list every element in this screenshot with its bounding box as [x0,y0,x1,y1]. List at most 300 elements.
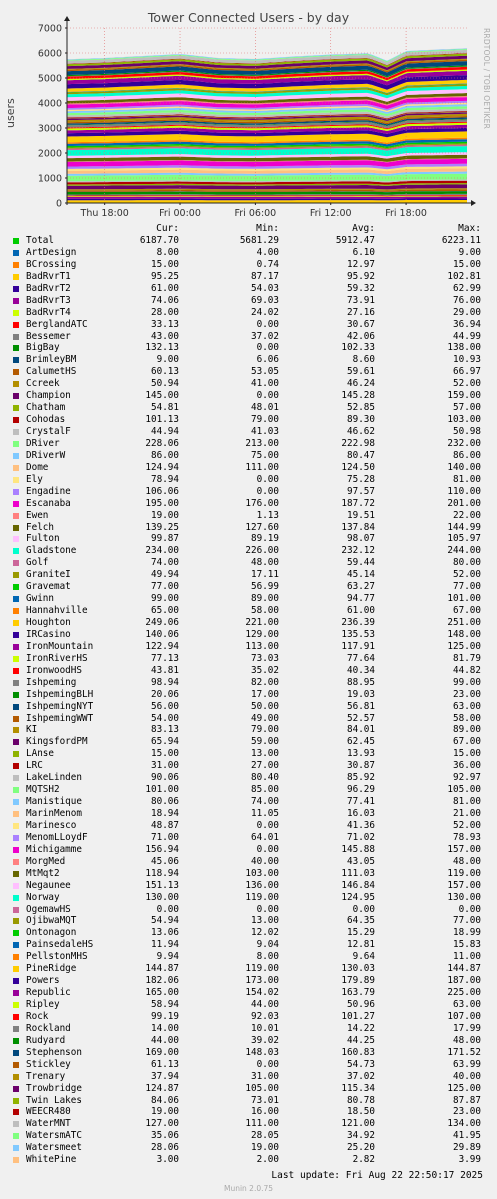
legend-swatch [13,334,19,340]
legend-row-ircasino [12,629,484,641]
legend-cur: 249.06 [145,617,179,628]
legend-name: KI [26,724,38,736]
legend-swatch [13,274,19,280]
legend-row-powers [12,975,484,987]
legend-name: MQTSH2 [26,784,60,796]
legend-row-republic [12,987,484,999]
legend-avg: 97.57 [347,485,375,497]
legend-cur: 61.13 [151,1058,179,1070]
legend-name: Trenary [26,1070,66,1082]
legend-max: 18.99 [453,927,481,939]
legend-swatch [13,465,19,471]
legend-swatch [13,429,19,435]
legend-max: 157.00 [447,843,481,855]
legend-row-ishpeming [12,677,484,689]
legend-row-manistique [12,796,484,808]
legend-name: PellstonMHS [26,951,88,963]
legend-name: WaterMNT [26,1118,71,1130]
legend-row-berglandatc [12,319,484,331]
legend-row-weecr480 [12,1106,484,1118]
munin-version: Munin 2.0.75 [223,1184,274,1193]
legend-min: 53.05 [251,366,279,378]
legend-name: PineRidge [26,963,77,975]
legend-avg: 222.98 [341,437,375,449]
legend-min: 0.00 [256,390,279,402]
legend-cur: 54.94 [151,915,179,927]
legend-cur: 151.13 [145,879,179,891]
legend-swatch [13,298,19,304]
legend-row-watermnt [12,1118,484,1130]
legend-swatch [13,453,19,459]
legend-max: 36.94 [453,318,481,330]
legend-max: 22.00 [453,509,481,521]
legend-swatch [13,1133,19,1139]
legend-min: 37.02 [251,330,279,342]
legend-name: MtMqt2 [26,867,60,879]
legend-cur: 106.06 [145,485,179,497]
legend-max: 171.52 [447,1046,481,1058]
legend-min: 11.05 [251,808,279,819]
legend-max: 40.00 [453,1070,481,1082]
legend-min: 129.00 [245,628,279,640]
legend-cur: 8.00 [156,246,179,258]
x-tick-label: Fri 18:00 [385,208,427,219]
legend-cur: 234.00 [145,545,179,557]
legend-name: BigBay [26,342,60,354]
legend-avg: 14.22 [347,1022,375,1034]
legend-swatch [13,525,19,531]
legend-cur: 45.06 [151,855,179,867]
legend-max: 23.00 [453,688,481,700]
legend-avg: 130.03 [341,963,375,975]
legend-min: 0.00 [256,485,279,497]
legend-name: Twin Lakes [26,1094,82,1106]
legend-min: 58.00 [251,605,279,617]
legend-swatch [13,990,19,996]
legend-swatch [13,1145,19,1151]
legend-avg: 19.03 [347,688,375,700]
legend-cur: 101.00 [145,784,179,796]
legend-swatch [13,823,19,829]
legend-max: 157.00 [447,879,481,891]
legend-max: 110.00 [447,485,481,497]
legend-row-lanse [12,748,484,760]
legend-name: Rudyard [26,1034,66,1046]
legend-swatch [13,835,19,841]
legend-name: BerglandATC [26,318,88,330]
legend-swatch [13,883,19,889]
legend-avg: 84.01 [347,724,375,736]
legend-max: 78.93 [453,831,481,843]
legend-max: 50.98 [453,426,481,437]
legend-row-driver [12,438,484,450]
legend-avg: 179.89 [341,975,375,987]
legend-cur: 31.00 [151,760,179,772]
legend-max: 101.00 [447,593,481,605]
legend-max: 57.00 [453,402,481,414]
legend-row-trowbridge [12,1083,484,1095]
legend-min: 73.01 [251,1094,279,1106]
legend-name: IshpemingNYT [26,700,94,712]
legend-max: 52.00 [453,819,481,831]
legend-swatch [13,692,19,698]
legend-row-ewen [12,510,484,522]
legend-cur: 44.00 [151,1034,179,1046]
legend-name: Champion [26,390,71,402]
legend-row-houghton [12,617,484,629]
legend-row-kingsfordpm [12,736,484,748]
legend-max: 15.83 [453,939,481,951]
area-badrvrt1 [67,200,467,203]
legend-min: 0.00 [256,1058,279,1070]
legend-row-ishpemingnyt [12,701,484,713]
legend-cur: 127.00 [145,1118,179,1130]
legend-swatch [13,441,19,447]
legend-max: 232.00 [447,437,481,449]
legend-name: Ontonagon [26,927,77,939]
legend-name: Dome [26,461,49,473]
series-areas [67,48,467,203]
legend-min: 0.00 [256,342,279,354]
legend-row-lrc [12,760,484,772]
y-tick-label: 5000 [37,73,62,85]
legend-row-rock [12,1011,484,1023]
chart-title: Tower Connected Users - by day [147,10,350,25]
y-axis-label: users [4,98,17,128]
legend-row-felch [12,522,484,534]
legend-name: MarinMenom [26,808,82,819]
legend-min: 0.00 [256,819,279,831]
legend-swatch [13,644,19,650]
legend-cur: 195.00 [145,497,179,509]
legend-row-trenary [12,1071,484,1083]
legend-swatch [13,322,19,328]
legend-cur: 124.87 [145,1082,179,1094]
legend-cur: 71.00 [151,831,179,843]
legend-row-ironriverhs [12,653,484,665]
legend-name: OjibwaMQT [26,915,77,927]
legend-row-ely [12,474,484,486]
legend-row-ishpemingblh [12,689,484,701]
legend-row-bigbay [12,342,484,354]
legend-max: 125.00 [447,640,481,652]
legend-min: 119.00 [245,963,279,975]
legend-avg: 43.05 [347,855,375,867]
legend-max: 244.00 [447,545,481,557]
legend-name: PainsedaleHS [26,939,94,951]
legend-swatch [13,262,19,268]
legend-name: BadRvrT1 [26,270,71,282]
legend-min: 113.00 [245,640,279,652]
legend-min: 79.00 [251,414,279,426]
legend-avg: 61.00 [347,605,375,617]
legend [12,223,484,1166]
legend-max: 102.81 [447,270,481,282]
legend-swatch [13,1050,19,1056]
legend-max: 107.00 [447,1010,481,1022]
legend-min: 64.01 [251,831,279,843]
legend-min: 87.17 [251,270,279,282]
legend-cur: 77.00 [151,581,179,593]
legend-max: 9.00 [458,246,481,258]
legend-min: 136.00 [245,879,279,891]
y-tick-label: 0 [55,198,62,210]
legend-cur: 90.06 [151,772,179,784]
legend-max: 99.00 [453,676,481,688]
legend-max: 41.95 [453,1130,481,1142]
legend-min: 213.00 [245,437,279,449]
legend-row-badrvrt2 [12,283,484,295]
legend-avg: 34.92 [347,1130,375,1142]
legend-cur: 43.81 [151,664,179,676]
legend-avg: 89.30 [347,414,375,426]
legend-swatch [13,489,19,495]
legend-swatch [13,393,19,399]
legend-name: WEECR480 [26,1106,71,1118]
legend-max: 67.00 [453,605,481,617]
legend-row-mqtsh2 [12,784,484,796]
legend-name: Escanaba [26,497,71,509]
legend-max: 77.00 [453,581,481,593]
legend-swatch [13,895,19,901]
legend-swatch [13,942,19,948]
legend-cur: 15.00 [151,748,179,760]
legend-avg: 73.91 [347,294,375,306]
legend-cur: 65.94 [151,736,179,748]
legend-name: GraniteI [26,569,71,581]
legend-name: IronwoodHS [26,664,82,676]
legend-header [12,223,484,235]
legend-row-badrvrt1 [12,271,484,283]
legend-avg: 121.00 [341,1118,375,1130]
legend-min: 40.00 [251,855,279,867]
legend-avg: 145.88 [341,843,375,855]
legend-min: 173.00 [245,975,279,987]
legend-swatch [13,1062,19,1068]
legend-cur: 9.00 [156,354,179,366]
legend-name: IshpemingWWT [26,712,94,724]
legend-cur: 83.13 [151,724,179,736]
legend-row-menomlloydf [12,832,484,844]
legend-swatch [13,620,19,626]
legend-min: 0.74 [256,258,279,270]
legend-cur: 145.00 [145,390,179,402]
legend-row-badrvrt4 [12,307,484,319]
legend-min: 27.00 [251,760,279,772]
legend-min: 154.02 [245,987,279,999]
legend-name: Ishpeming [26,676,77,688]
legend-row-champion [12,390,484,402]
legend-cur: 182.06 [145,975,179,987]
legend-cur: 61.00 [151,282,179,294]
legend-name: Total [26,235,54,246]
legend-avg: 40.34 [347,664,375,676]
legend-swatch [13,1014,19,1020]
legend-avg: 19.51 [347,509,375,521]
legend-row-hannahville [12,605,484,617]
legend-swatch [13,1002,19,1008]
legend-swatch [13,907,19,913]
legend-name: LakeLinden [26,772,82,784]
legend-row-ogemawhs [12,904,484,916]
legend-row-escanaba [12,498,484,510]
legend-row-ironmountain [12,641,484,653]
legend-swatch [13,668,19,674]
legend-max: 52.00 [453,378,481,390]
legend-swatch [13,656,19,662]
legend-max: 44.82 [453,664,481,676]
legend-swatch [13,608,19,614]
legend-cur: 44.94 [151,426,179,437]
legend-swatch [13,632,19,638]
legend-min: 111.00 [245,461,279,473]
legend-name: Watersmeet [26,1142,82,1154]
legend-avg: 77.64 [347,652,375,664]
col-min: Min: [256,223,279,234]
legend-cur: 140.06 [145,628,179,640]
legend-cur: 228.06 [145,437,179,449]
legend-max: 11.00 [453,951,481,963]
legend-row-michigamme [12,844,484,856]
legend-swatch [13,596,19,602]
legend-cur: 13.06 [151,927,179,939]
legend-swatch [13,930,19,936]
legend-swatch [13,584,19,590]
legend-name: Republic [26,987,71,999]
legend-cur: 98.94 [151,676,179,688]
legend-cur: 65.00 [151,605,179,617]
legend-cur: 84.06 [151,1094,179,1106]
legend-cur: 78.94 [151,473,179,485]
legend-row-chatham [12,402,484,414]
legend-name: MorgMed [26,855,66,867]
legend-avg: 115.34 [341,1082,375,1094]
legend-row-watersmatc [12,1130,484,1142]
y-tick-label: 4000 [37,98,62,110]
legend-name: Ccreek [26,378,60,390]
legend-name: IshpemingBLH [26,688,94,700]
legend-name: CalumetHS [26,366,77,378]
legend-avg: 16.03 [347,808,375,819]
legend-avg: 56.81 [347,700,375,712]
legend-max: 48.00 [453,855,481,867]
legend-row-engadine [12,486,484,498]
legend-swatch [13,1098,19,1104]
legend-swatch [13,859,19,865]
legend-cur: 49.94 [151,569,179,581]
legend-min: 48.00 [251,557,279,569]
legend-max: 92.97 [453,772,481,784]
legend-avg: 75.28 [347,473,375,485]
legend-max: 63.99 [453,1058,481,1070]
legend-max: 86.00 [453,449,481,461]
legend-min: 111.00 [245,1118,279,1130]
legend-name: DRiver [26,437,60,449]
legend-min: 0.00 [256,318,279,330]
legend-min: 28.05 [251,1130,279,1142]
col-avg: Avg: [352,223,375,234]
legend-cur: 144.87 [145,963,179,975]
y-tick-label: 3000 [37,123,62,135]
legend-swatch [13,1026,19,1032]
legend-row-gladstone [12,545,484,557]
legend-cur: 156.94 [145,843,179,855]
legend-name: Rockland [26,1022,71,1034]
legend-avg: 8.60 [352,354,375,366]
legend-min: 176.00 [245,497,279,509]
legend-name: LRC [26,760,43,772]
legend-swatch [13,250,19,256]
legend-avg: 42.06 [347,330,375,342]
legend-avg: 88.95 [347,676,375,688]
legend-min: 0.00 [256,843,279,855]
legend-name: Rock [26,1010,49,1022]
legend-max: 10.93 [453,354,481,366]
legend-row-brimleybm [12,354,484,366]
legend-cur: 86.00 [151,449,179,461]
legend-name: IronMountain [26,640,94,652]
legend-name: BadRvrT2 [26,282,71,294]
legend-swatch [13,345,19,351]
legend-avg: 59.61 [347,366,375,378]
legend-row-driverw [12,450,484,462]
legend-name: ArtDesign [26,246,77,258]
legend-avg: 59.44 [347,557,375,569]
legend-row-dome [12,462,484,474]
legend-name: Hannahville [26,605,88,617]
legend-max: 62.99 [453,282,481,294]
legend-row-ishpemingwwt [12,713,484,725]
legend-avg: 64.35 [347,915,375,927]
legend-name: MenomLLoydF [26,831,88,843]
legend-cur: 20.06 [151,688,179,700]
legend-max: 36.00 [453,760,481,772]
legend-avg: 62.45 [347,736,375,748]
legend-max: 77.00 [453,915,481,927]
legend-max: 119.00 [447,867,481,879]
legend-avg: 232.12 [341,545,375,557]
legend-min: 41.00 [251,378,279,390]
legend-name: Powers [26,975,60,987]
legend-max: 201.00 [447,497,481,509]
legend-avg: 46.62 [347,426,375,437]
legend-cur: 139.25 [145,521,179,533]
legend-avg: 96.29 [347,784,375,796]
legend-max: 48.00 [453,1034,481,1046]
legend-min: 19.00 [251,1142,279,1154]
legend-name: Manistique [26,796,82,808]
legend-cur: 99.00 [151,593,179,605]
legend-max: 29.89 [453,1142,481,1154]
legend-avg: 94.77 [347,593,375,605]
legend-min: 10.01 [251,1022,279,1034]
legend-min: 2.00 [256,1154,279,1166]
legend-min: 24.02 [251,306,279,318]
legend-cur: 74.00 [151,557,179,569]
legend-max: 3.99 [458,1154,481,1166]
legend-row-golf [12,557,484,569]
legend-row-ironwoodhs [12,665,484,677]
legend-avg: 0.00 [352,903,375,915]
legend-avg: 41.36 [347,819,375,831]
legend-avg: 102.33 [341,342,375,354]
legend-swatch [13,763,19,769]
legend-max: 148.00 [447,628,481,640]
legend-min: 16.00 [251,1106,279,1118]
legend-avg: 15.29 [347,927,375,939]
legend-row-painsedalehs [12,939,484,951]
legend-swatch [13,536,19,542]
